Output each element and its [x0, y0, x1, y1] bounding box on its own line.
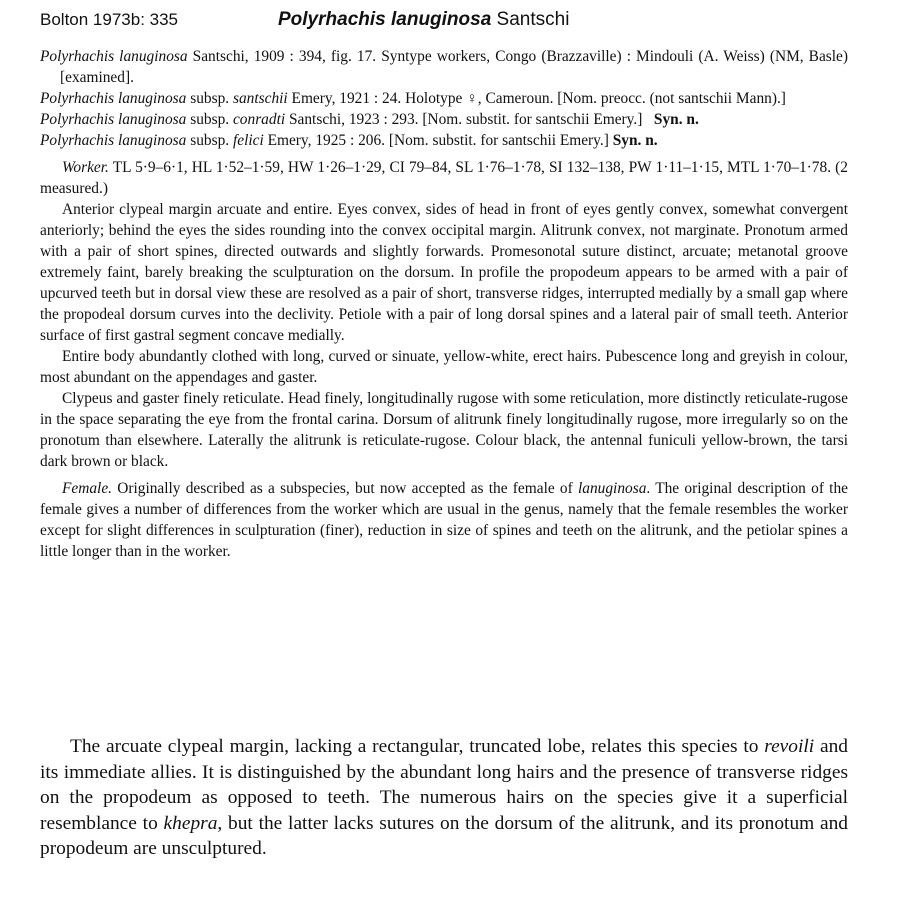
- taxon-name: khepra: [163, 812, 218, 834]
- comment-section: [40, 734, 848, 862]
- syn-n-label: Syn. n.: [612, 132, 658, 149]
- female-label: Female.: [62, 480, 112, 497]
- comment-text: , but the latter lacks sutures on the dorsum of the alitrunk, and its pronotum and propodeum are unsculptured.: [40, 812, 848, 859]
- taxon-name: lanuginosa: [577, 480, 647, 497]
- species-title: [278, 9, 569, 31]
- taxon-name: Polyrhachis lanuginosa: [40, 90, 187, 107]
- syn-n-label: Syn. n.: [653, 111, 699, 128]
- measurements-text: TL 5·9–6·1, HL 1·52–1·59, HW 1·26–1·29, CI 79–84, SL 1·76–1·78, SI 132–138, PW 1·11–1·15, MTL 1·70–1·78. (2 measured.): [40, 159, 848, 197]
- subspecies-name: felici: [232, 132, 264, 149]
- subsp-label: subsp.: [186, 111, 233, 128]
- comment-text: and its immediate allies. It is distinguished by the abundant long hairs and the presence of transverse ridges on the propodeum as opposed to teeth. The numerous hairs on the species give it a superficial resemblance to: [40, 736, 848, 834]
- worker-pilosity-paragraph: Entire body abundantly clothed with long, curved or sinuate, yellow-white, erect hairs. Pubescence long and greyish in colour, most abundant on the appendages and gaster.: [40, 348, 848, 386]
- taxon-name: Polyrhachis lanuginosa: [40, 48, 188, 65]
- taxon-name: Polyrhachis lanuginosa: [40, 132, 187, 149]
- taxon-name: Polyrhachis lanuginosa: [40, 111, 187, 128]
- subspecies-name: santschii: [232, 90, 288, 107]
- worker-measurements: [40, 157, 848, 199]
- page-header: [40, 10, 880, 36]
- synonymy-text: Santschi, 1909 : 394, fig. 17. Syntype workers, Congo (Brazzaville) : Mindouli (A. Weiss) (NM, Basle) [examined].: [60, 48, 848, 86]
- taxonomic-account: [40, 46, 848, 562]
- synonymy-entry: [40, 46, 848, 88]
- female-text: . The original description of the female gives a number of differences from the worker which are usual in the genus, namely that the female resembles the worker except for slight differences in sculpturation (finer), reduction in size of spines and teeth on the alitrunk, and the petiolar spines a little longer than in the worker.: [40, 480, 848, 560]
- synonymy-entry: [40, 130, 848, 151]
- synonymy-entry: [40, 88, 848, 109]
- worker-description-paragraph: Anterior clypeal margin arcuate and entire. Eyes convex, sides of head in front of eyes gently convex, somewhat convergent anteriorly; behind the eyes the sides rounding into the convex occipital margin. Alitrunk convex, not marginate. Pronotum armed with a pair of short spines, directed outwards and slightly forwards. Promesonotal suture distinct, arcuate; metanotal groove extremely faint, barely breaking the sculpturation on the dorsum. In profile the propodeum appears to be armed with a pair of upcurved teeth but in dorsal view these are resolved as a pair of short, transverse ridges, interrupted medially by a small gap where the propodeal dorsum curves into the declivity. Petiole with a pair of long dorsal spines and a lateral pair of small teeth. Anterior surface of first gastral segment concave medially.: [40, 201, 848, 344]
- species-author: Santschi: [491, 9, 570, 30]
- worker-sculpture-paragraph: Clypeus and gaster finely reticulate. Head finely, longitudinally rugose with some reticulation, more distinctly reticulate-rugose in the space separating the eye from the frontal carina. Dorsum of alitrunk finely longitudinally rugose, more irregularly so on the pronotum than elsewhere. Laterally the alitrunk is reticulate-rugose. Colour black, the antennal funiculi yellow-brown, the tarsi dark brown or black.: [40, 390, 848, 470]
- subsp-label: subsp.: [186, 90, 233, 107]
- comment-text: The arcuate clypeal margin, lacking a rectangular, truncated lobe, relates this species to: [70, 736, 765, 757]
- comment-paragraph: [40, 734, 848, 862]
- synonymy-text: Emery, 1925 : 206. [Nom. substit. for santschii Emery.]: [263, 132, 609, 149]
- synonymy-text: Santschi, 1923 : 293. [Nom. substit. for santschii Emery.]: [285, 111, 643, 128]
- subspecies-name: conradti: [232, 111, 286, 128]
- synonymy-text: Emery, 1921 : 24. Holotype ♀, Cameroun. [Nom. preocc. (not santschii Mann).]: [287, 90, 786, 107]
- female-paragraph: [40, 478, 848, 562]
- female-text: Originally described as a subspecies, but now accepted as the female of: [112, 480, 578, 497]
- species-name: Polyrhachis lanuginosa: [278, 9, 492, 30]
- subsp-label: subsp.: [186, 132, 233, 149]
- synonymy-entry: [40, 109, 848, 130]
- worker-label: Worker.: [62, 159, 109, 176]
- citation: Bolton 1973b: 335: [40, 10, 179, 29]
- taxon-name: revoili: [764, 736, 815, 757]
